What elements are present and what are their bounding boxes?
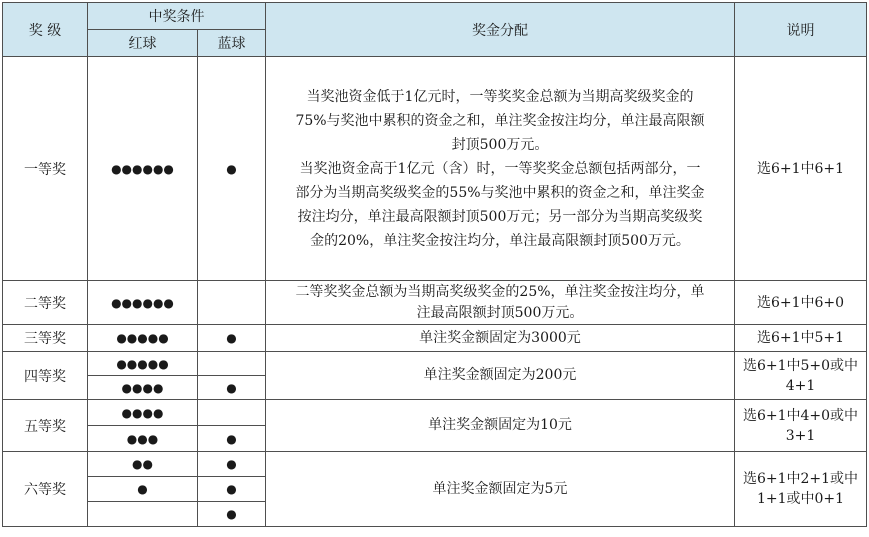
note-line: 1+1或中0+1 — [756, 491, 845, 507]
prize-note: 选6+1中6+0 — [735, 281, 867, 325]
distribution-line: 当奖池资金低于1亿元时，一等奖奖金总额为当期高奖级奖金的 — [306, 88, 694, 105]
prize-distribution — [266, 57, 735, 281]
prize-note — [735, 352, 867, 400]
header-condition: 中奖条件 — [88, 3, 266, 30]
header-blue: 蓝球 — [198, 30, 266, 57]
header-level: 奖 级 — [3, 3, 88, 57]
prize-distribution: 单注奖金额固定为5元 — [266, 452, 735, 527]
table-row — [3, 400, 867, 426]
note-line: 3+1 — [785, 427, 816, 444]
prize-note: 选6+1中5+1 — [735, 325, 867, 352]
header-note: 说明 — [735, 3, 867, 57]
blue-balls: ● — [198, 426, 266, 452]
header-red: 红球 — [88, 30, 198, 57]
blue-balls: ● — [198, 477, 266, 502]
prize-note — [735, 452, 867, 527]
red-balls: ●●●●● — [88, 325, 198, 352]
header-distribution: 奖金分配 — [266, 3, 735, 57]
table-row — [3, 452, 867, 477]
red-balls: ●●●● — [88, 400, 198, 426]
distribution-line: 部分为当期高奖级奖金的55%与奖池中累积的资金之和，单注奖金 — [295, 184, 705, 201]
note-line: 选6+1中4+0或中 — [742, 407, 859, 424]
prize-distribution: 单注奖金额固定为10元 — [266, 400, 735, 452]
blue-balls: ● — [198, 502, 266, 527]
prize-distribution: 单注奖金额固定为200元 — [266, 352, 735, 400]
prize-level: 四等奖 — [3, 352, 88, 400]
blue-balls — [198, 352, 266, 376]
red-balls: ●●●●● — [88, 352, 198, 376]
note-line: 选6+1中2+1或中 — [742, 471, 859, 487]
prize-level: 二等奖 — [3, 281, 88, 325]
prize-level: 五等奖 — [3, 400, 88, 452]
prize-note — [735, 400, 867, 452]
red-balls — [88, 502, 198, 527]
prize-distribution: 单注奖金额固定为3000元 — [266, 325, 735, 352]
table-row — [3, 281, 867, 325]
table-row — [3, 352, 867, 376]
distribution-line: 注最高限额封顶500万元。 — [416, 304, 584, 321]
blue-balls: ● — [198, 452, 266, 477]
red-balls: ●● — [88, 452, 198, 477]
blue-balls — [198, 400, 266, 426]
prize-distribution — [266, 281, 735, 325]
blue-balls: ● — [198, 57, 266, 281]
red-balls: ●●●●●● — [88, 281, 198, 325]
distribution-line: 金的20%，单注奖金按注均分，单注最高限额封顶500万元。 — [310, 232, 690, 249]
prize-level: 一等奖 — [3, 57, 88, 281]
distribution-line: 75%与奖池中累积的资金之和，单注奖金按注均分，单注最高限额 — [295, 112, 705, 129]
distribution-line: 当奖池资金高于1亿元（含）时，一等奖奖金总额包括两部分，一 — [299, 160, 701, 177]
distribution-line: 按注均分，单注最高限额封顶500万元；另一部分为当期高奖级奖 — [297, 208, 703, 225]
distribution-line: 封顶500万元。 — [451, 136, 549, 153]
note-line: 选6+1中5+0或中 — [742, 357, 859, 374]
blue-balls: ● — [198, 325, 266, 352]
blue-balls: ● — [198, 376, 266, 400]
distribution-line: 二等奖奖金总额为当期高奖级奖金的25%，单注奖金按注均分，单 — [295, 283, 705, 300]
red-balls: ●●●●●● — [88, 57, 198, 281]
note-line: 4+1 — [785, 377, 816, 394]
table-row — [3, 57, 867, 281]
red-balls: ●●● — [88, 426, 198, 452]
red-balls: ● — [88, 477, 198, 502]
table-row — [3, 325, 867, 352]
red-balls: ●●●● — [88, 376, 198, 400]
prize-level: 三等奖 — [3, 325, 88, 352]
prize-note: 选6+1中6+1 — [735, 57, 867, 281]
prize-level: 六等奖 — [3, 452, 88, 527]
prize-table — [2, 2, 867, 527]
blue-balls — [198, 281, 266, 325]
